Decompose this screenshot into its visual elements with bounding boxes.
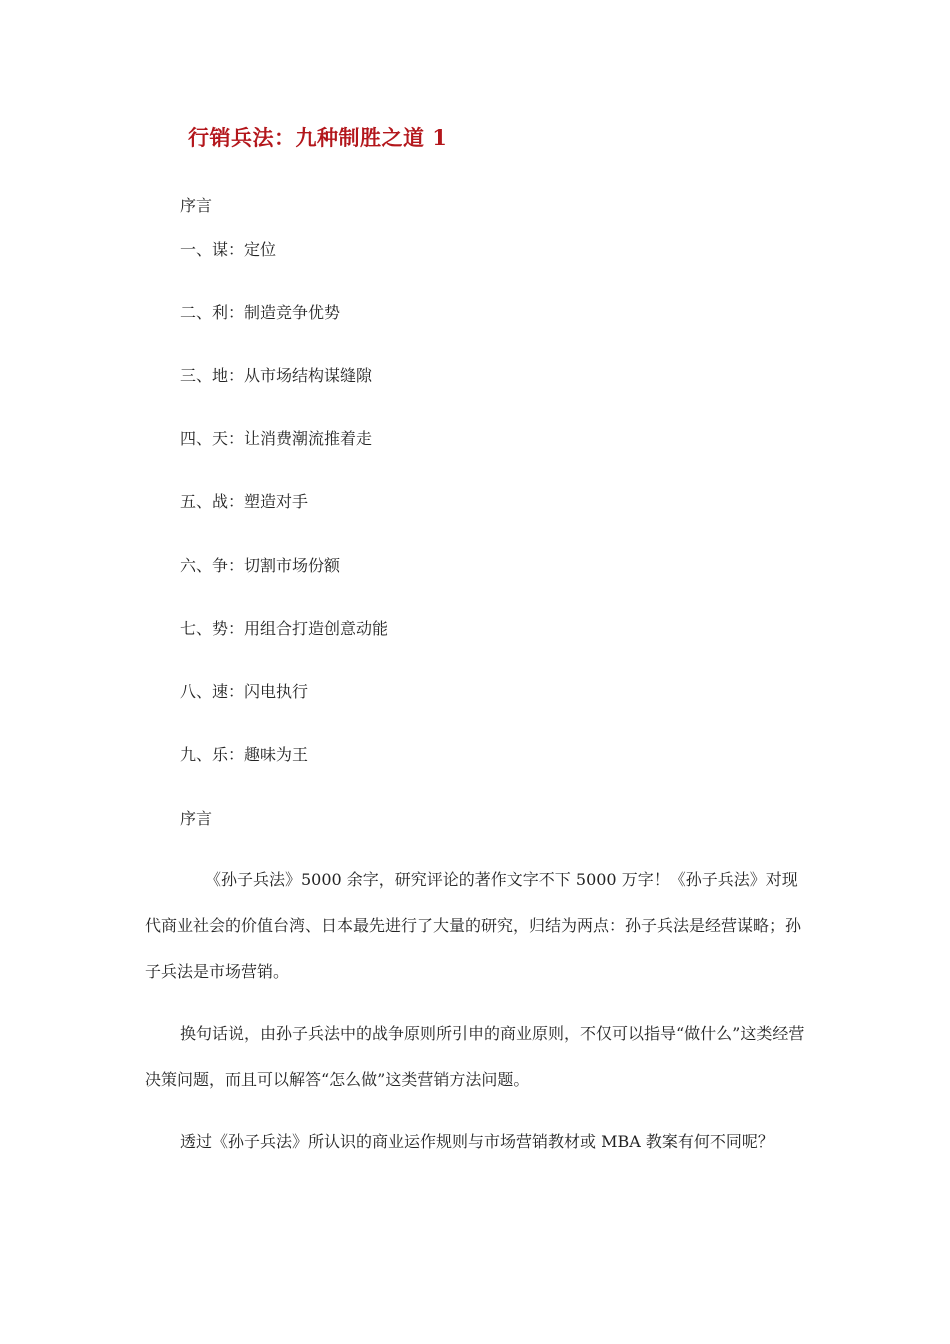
toc-item: 一、谋：定位 — [180, 240, 277, 259]
toc-item: 九、乐：趣味为王 — [180, 745, 309, 764]
toc-item: 八、速：闪电执行 — [180, 682, 309, 701]
toc-item: 七、势：用组合打造创意动能 — [180, 619, 389, 638]
toc-item: 三、地：从市场结构谋缝隙 — [180, 366, 373, 385]
body-paragraph: 换句话说，由孙子兵法中的战争原则所引申的商业原则，不仅可以指导“做什么”这类经营决策问题，而且可以解答“怎么做”这类营销方法问题。 — [145, 1024, 805, 1089]
toc-item: 六、争：切割市场份额 — [180, 556, 341, 575]
toc-heading: 序言 — [180, 196, 213, 215]
body-paragraph: 《孙子兵法》5000 余字，研究评论的著作文字不下 5000 万字！《孙子兵法》对现代商业社会的价值台湾、日本最先进行了大量的研究，归结为两点：孙子兵法是经营谋略；孙子兵法是市场营销。 — [145, 870, 802, 981]
section-heading: 序言 — [180, 809, 213, 828]
body-paragraph: 透过《孙子兵法》所认识的商业运作规则与市场营销教材或 MBA 教案有何不同呢？ — [180, 1132, 774, 1151]
toc-item: 四、天：让消费潮流推着走 — [180, 429, 373, 448]
toc-item: 二、利：制造竞争优势 — [180, 303, 341, 322]
toc-item: 五、战：塑造对手 — [180, 492, 309, 511]
document-title: 行销兵法：九种制胜之道 1 — [188, 125, 448, 150]
